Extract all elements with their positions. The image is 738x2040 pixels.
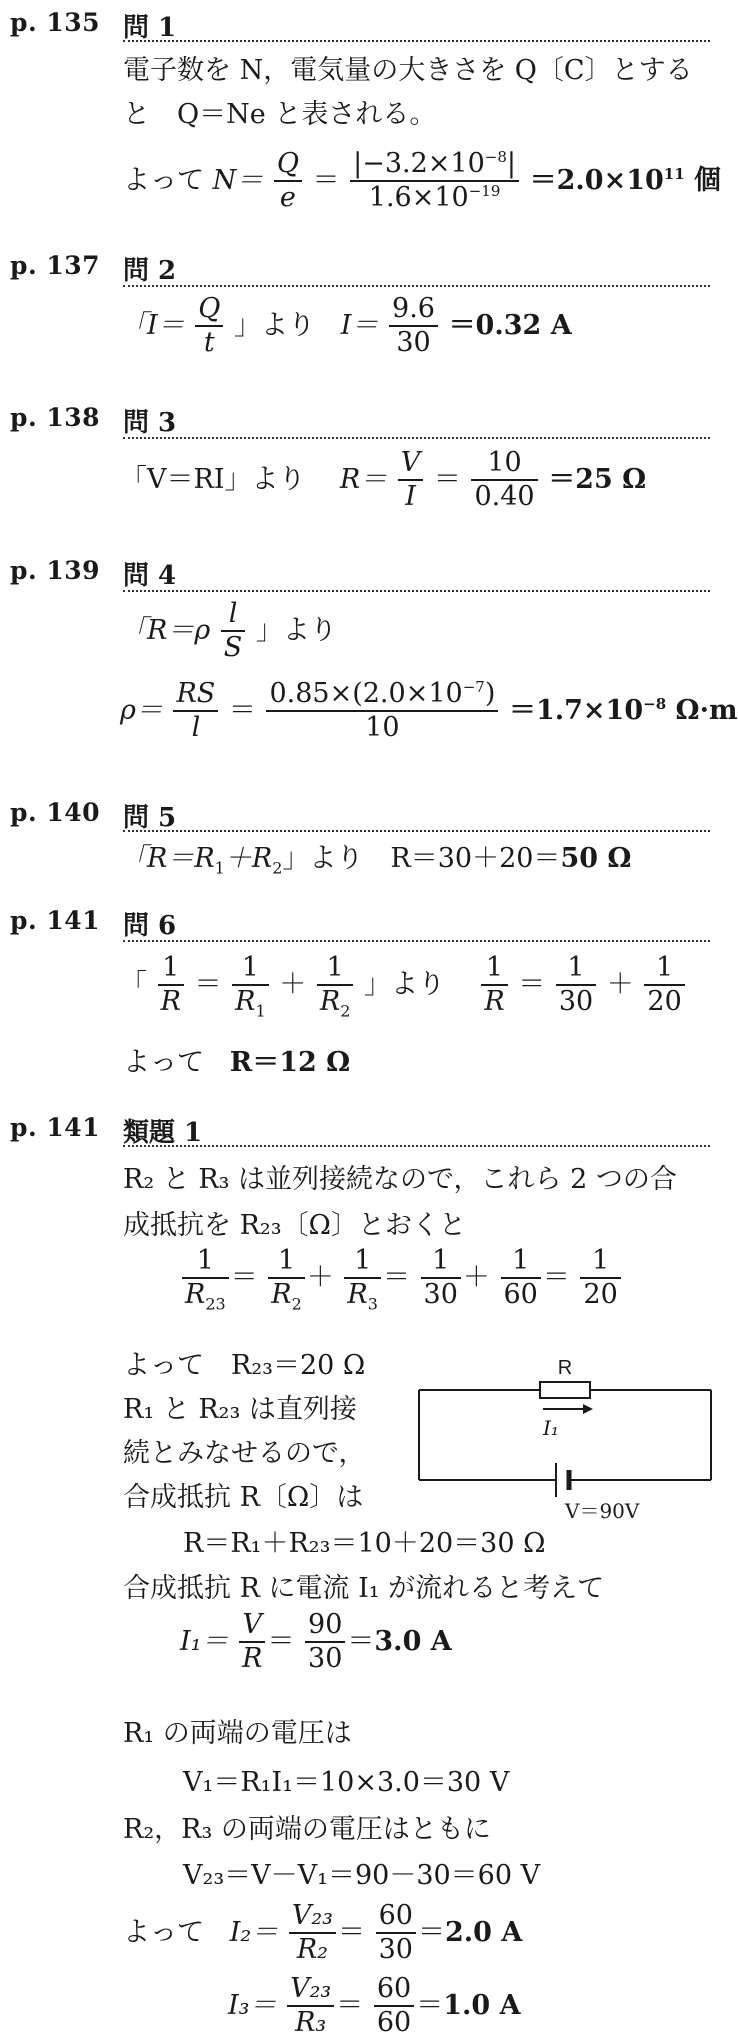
fraction: $\frac{1}{R_2}$ <box>268 1245 305 1312</box>
fraction: $\frac{1}{R_3}$ <box>344 1245 381 1312</box>
fraction: $\frac{10}{0.40}$ <box>471 447 537 514</box>
dotted-rule <box>123 590 710 592</box>
page-number: p. 135 <box>10 8 101 37</box>
result: 50 Ω <box>560 843 632 874</box>
text-line: と Q＝Ne と表される。 <box>123 99 437 130</box>
equation: $\frac{1}{R_{23}}$ ＝ $\frac{1}{R_2}$ ＋ $\frac{1}{R_3}$ ＝ $\frac{1}{30}$ ＋ $\frac{1}{60}$ ＝ $\frac{1}{20}$ <box>180 1245 623 1312</box>
text-line: 電子数を N，電気量の大きさを Q〔C〕とする <box>123 55 693 86</box>
circuit-wires <box>419 1390 711 1480</box>
fraction: $\frac{1}{20}$ <box>644 952 684 1019</box>
fraction: $\frac{1}{R_{23}}$ <box>182 1245 229 1312</box>
text-line: R＝R₁＋R₂₃＝10＋20＝30 Ω <box>183 1528 546 1559</box>
equation: 「V＝RI」より R＝ $\frac{V}{I}$ ＝ $\frac{10}{0.40}$ ＝25 Ω <box>120 447 647 513</box>
resistor-label: R <box>557 1357 573 1379</box>
fraction: $\frac{|-3.2\times 10^{-8}|}{1.6\times 10^{-19}}$ <box>350 148 519 215</box>
text-line: 合成抵抗 R〔Ω〕は <box>123 1482 364 1513</box>
fraction: $\frac{1}{60}$ <box>501 1245 541 1312</box>
voltage-label: V＝90V <box>565 1499 640 1523</box>
equation: よって N＝ $\frac{Q}{e}$ ＝ $\frac{|-3.2\times 10^{-8}|}{1.6\times 10^{-19}}$ $=2.0\times 10^{11}$ 個 <box>123 148 722 214</box>
fraction: $\frac{\text{V₂₃}}{\text{R₂}}$ <box>289 1900 336 1967</box>
circuit-diagram <box>415 1355 715 1523</box>
fraction: $\frac{\text{V₂₃}}{\text{R₃}}$ <box>287 1973 334 2040</box>
result: 3.0 A <box>374 1625 452 1657</box>
equation: 「I＝ $\frac{Q}{t}$ 」より I＝ $\frac{9.6}{30}$ ＝0.32 A <box>120 293 572 359</box>
result: 2.0 A <box>444 1916 523 1948</box>
text-line: V₂₃＝V－V₁＝90－30＝60 V <box>183 1860 541 1891</box>
dotted-rule <box>123 830 710 832</box>
formula-line: 「R＝ρ $\frac{l}{S}$ 」より <box>120 598 337 664</box>
fraction: $\frac{V}{I}$ <box>398 447 424 514</box>
fraction: $\frac{1}{20}$ <box>580 1245 620 1312</box>
resistor-icon <box>540 1382 590 1398</box>
fraction: $\frac{90}{30}$ <box>305 1609 345 1676</box>
result: ＝25 Ω <box>548 463 647 495</box>
fraction: $\frac{1}{R_1}$ <box>232 952 269 1019</box>
fraction: $\frac{60}{60}$ <box>374 1973 414 2040</box>
result: $=1.7\times 10^{-8}$ Ω·m <box>508 694 738 726</box>
page-number: p. 141 <box>10 1113 101 1142</box>
fraction: $\frac{l}{S}$ <box>221 598 246 665</box>
fraction: $\frac{1}{R_2}$ <box>317 952 354 1019</box>
page-number: p. 139 <box>10 556 101 585</box>
fraction: $\frac{1}{R}$ <box>158 952 184 1019</box>
equation: 「$R=R_1+R_2$」より R＝30＋20＝50 Ω <box>120 843 632 878</box>
page-number: p. 137 <box>10 251 101 280</box>
fraction: $\frac{0.85\times(2.0\times 10^{-7})}{10}$ <box>266 678 498 745</box>
text-line: よって R₂₃＝20 Ω <box>123 1350 366 1381</box>
text-line: 続とみなせるので， <box>123 1438 366 1469</box>
dotted-rule <box>123 940 710 942</box>
current-label: I₁ <box>543 1416 559 1440</box>
question-title: 問 5 <box>123 803 177 833</box>
equation: I₃＝ $\frac{\text{V₂₃}}{\text{R₃}}$ ＝ $\frac{60}{60}$ ＝1.0 A <box>228 1973 521 2039</box>
lhs: N＝ <box>212 164 264 196</box>
page-number: p. 141 <box>10 906 101 935</box>
text-line: R₂ と R₃ は並列接続なので，これら 2 つの合 <box>123 1164 677 1195</box>
text-line: R₂，R₃ の両端の電圧はともに <box>123 1814 491 1845</box>
fraction: $\frac{RS}{l}$ <box>173 678 218 745</box>
dotted-rule <box>123 285 710 287</box>
dotted-rule <box>123 1145 710 1147</box>
question-title: 問 4 <box>123 561 177 591</box>
fraction: $\frac{1}{30}$ <box>556 952 596 1019</box>
fraction: $\frac{1}{R}$ <box>481 952 507 1019</box>
result: ＝0.32 A <box>448 309 572 341</box>
page-number: p. 140 <box>10 798 101 827</box>
question-title: 類題 1 <box>123 1118 203 1148</box>
text-line: V₁＝R₁I₁＝10×3.0＝30 V <box>183 1767 510 1798</box>
result: 1.0 A <box>443 1989 521 2021</box>
dotted-rule <box>123 40 710 42</box>
text-line: 合成抵抗 R に電流 I₁ が流れると考えて <box>123 1573 605 1604</box>
arrowhead-icon <box>583 1404 593 1414</box>
page-number: p. 138 <box>10 403 101 432</box>
fraction: $\frac{9.6}{30}$ <box>389 293 438 360</box>
equation: よって I₂＝ $\frac{\text{V₂₃}}{\text{R₂}}$ ＝ $\frac{60}{30}$ ＝2.0 A <box>123 1900 523 1966</box>
fraction: $\frac{Q}{e}$ <box>274 148 302 215</box>
question-title: 問 6 <box>123 911 177 941</box>
result: R＝12 Ω <box>229 1047 351 1078</box>
text-line: よって R＝12 Ω <box>123 1047 351 1078</box>
dotted-rule <box>123 437 710 439</box>
text-line: R₁ の両端の電圧は <box>123 1718 352 1749</box>
fraction: $\frac{Q}{t}$ <box>195 293 223 360</box>
text-line: R₁ と R₂₃ は直列接 <box>123 1394 357 1425</box>
fraction: $\frac{60}{30}$ <box>376 1900 416 1967</box>
question-title: 問 1 <box>123 13 177 43</box>
equation: 「 $\frac{1}{R}$ ＝ $\frac{1}{R_1}$ ＋ $\frac{1}{R_2}$ 」より $\frac{1}{R}$ ＝ $\frac{1}{30}$ ＋ $\frac{1}{20}$ <box>120 952 687 1019</box>
fraction: $\frac{V}{R}$ <box>239 1609 265 1676</box>
fraction: $\frac{1}{30}$ <box>421 1245 461 1312</box>
text-line: 成抵抗を R₂₃〔Ω〕とおくと <box>123 1210 466 1241</box>
question-title: 問 2 <box>123 256 177 286</box>
label: よって <box>123 164 204 196</box>
question-title: 問 3 <box>123 408 177 438</box>
equation: ρ＝ $\frac{RS}{l}$ ＝ $\frac{0.85\times(2.0\times 10^{-7})}{10}$ $=1.7\times 10^{-8}$ Ω·m <box>120 678 738 744</box>
equation: I₁＝ $\frac{V}{R}$ ＝ $\frac{90}{30}$ ＝3.0 A <box>180 1609 452 1675</box>
result: $=2.0\times 10^{11}$ 個 <box>529 164 722 196</box>
